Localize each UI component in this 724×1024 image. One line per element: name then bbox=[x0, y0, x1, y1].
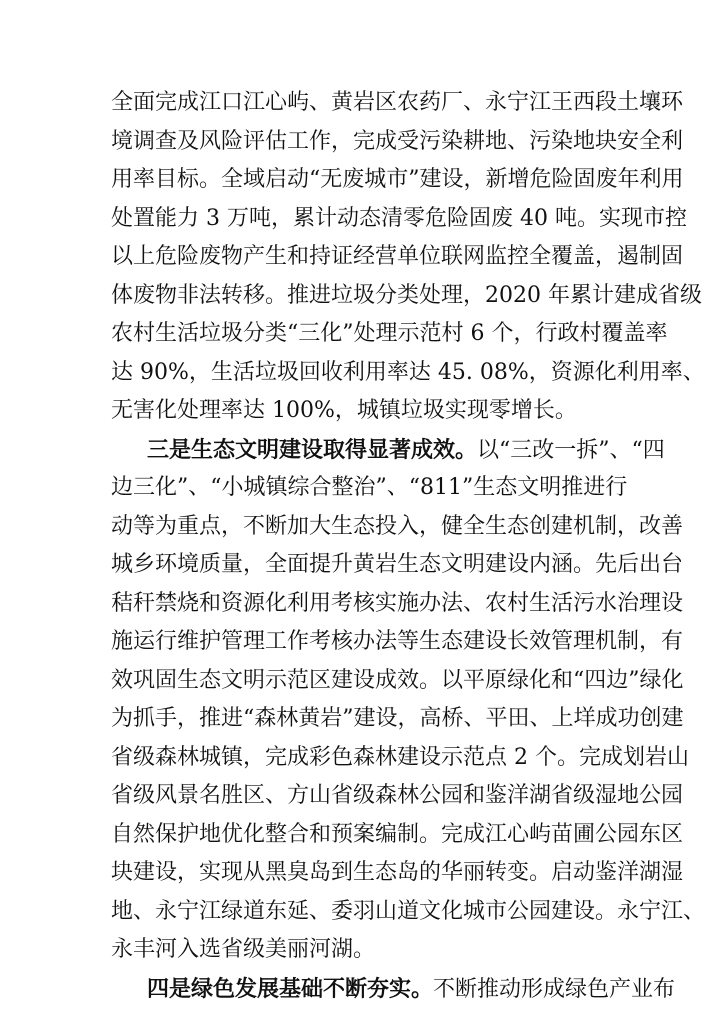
text-line: 秸秆禁烧和资源化利用考核实施办法、农村生活污水治理设 bbox=[111, 591, 684, 616]
text-line: 效巩固生态文明示范区建设成效。以平原绿化和“四边”绿化 bbox=[111, 668, 684, 693]
text-line: 块建设，实现从黑臭岛到生态岛的华丽转变。启动鉴洋湖湿 bbox=[111, 860, 684, 885]
text-line: 地、永宁江绿道东延、委羽山道文化城市公园建设。永宁江、 bbox=[111, 899, 706, 924]
text-line: 用率目标。全域启动“无废城市”建设，新增危险固废年利用 bbox=[111, 167, 684, 192]
text-line: 境调查及风险评估工作，完成受污染耕地、污染地块安全利 bbox=[111, 129, 684, 154]
paragraph-text: 不断推动形成绿色产业布 bbox=[433, 977, 676, 1002]
text-line: 边三化”、“小城镇综合整治”、“811”生态文明推进行 bbox=[111, 475, 628, 500]
text-line: 以上危险废物产生和持证经营单位联网监控全覆盖，遏制固 bbox=[111, 244, 684, 269]
paragraph-first-line bbox=[147, 975, 676, 1004]
text-line: 体废物非法转移。推进垃圾分类处理，2020 年累计建成省级 bbox=[111, 283, 702, 308]
text-line: 达 90%，生活垃圾回收利用率达 45. 08%，资源化利用率、 bbox=[111, 360, 705, 385]
text-line: 省级风景名胜区、方山省级森林公园和鉴洋湖省级湿地公园 bbox=[111, 783, 684, 808]
text-line: 自然保护地优化整合和预案编制。完成江心屿苗圃公园东区 bbox=[111, 822, 684, 847]
text-line: 全面完成江口江心屿、黄岩区农药厂、永宁江王西段土壤环 bbox=[111, 90, 684, 115]
text-line: 省级森林城镇，完成彩色森林建设示范点 2 个。完成划岩山 bbox=[111, 745, 689, 770]
text-line: 为抓手，推进“森林黄岩”建设，高桥、平田、上垟成功创建 bbox=[111, 706, 684, 731]
paragraph-heading: 四是绿色发展基础不断夯实。 bbox=[147, 976, 434, 1002]
text-line: 施运行维护管理工作考核办法等生态建设长效管理机制，有 bbox=[111, 629, 684, 654]
text-line: 处置能力 3 万吨，累计动态清零危险固废 40 吨。实现市控 bbox=[111, 206, 687, 231]
text-line: 农村生活垃圾分类“三化”处理示范村 6 个，行政村覆盖率 bbox=[111, 321, 668, 346]
text-line: 城乡环境质量，全面提升黄岩生态文明建设内涵。先后出台 bbox=[111, 552, 684, 577]
paragraph-text: 以“三改一拆”、“四 bbox=[477, 438, 665, 463]
text-line: 无害化处理率达 100%，城镇垃圾实现零增长。 bbox=[111, 398, 577, 423]
paragraph-first-line bbox=[147, 436, 665, 465]
text-line: 动等为重点，不断加大生态投入，健全生态创建机制，改善 bbox=[111, 514, 684, 539]
paragraph-heading: 三是生态文明建设取得显著成效。 bbox=[147, 437, 478, 463]
text-line: 永丰河入选省级美丽河湖。 bbox=[111, 937, 376, 962]
